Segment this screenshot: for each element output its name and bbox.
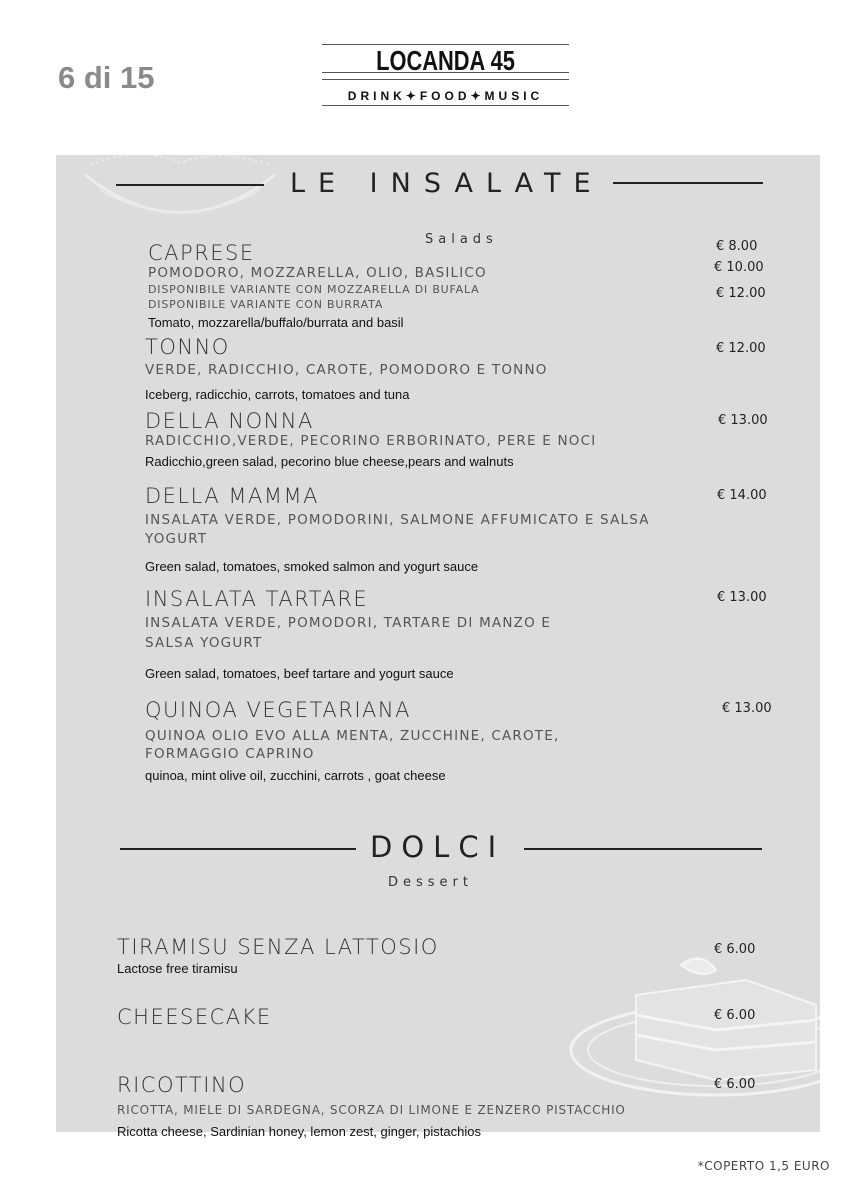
della-nonna-price: € 13.00 xyxy=(718,413,768,428)
tonno-price: € 12.00 xyxy=(716,341,766,356)
logo-tagline: DRINK✦FOOD✦MUSIC xyxy=(347,89,544,103)
ricottino-english: Ricotta cheese, Sardinian honey, lemon zest, ginger, pistachios xyxy=(117,1124,481,1139)
logo-name: LOCANDA 45 xyxy=(376,45,515,76)
caprese-english: Tomato, mozzarella/buffalo/burrata and basil xyxy=(148,315,404,330)
restaurant-logo xyxy=(322,44,569,106)
della-nonna-english: Radicchio,green salad, pecorino blue cheese,pears and walnuts xyxy=(145,454,514,469)
cheesecake-price: € 6.00 xyxy=(714,1008,756,1023)
insalata-tartare-description-line2: SALSA YOGURT xyxy=(145,635,263,651)
tonno-description: VERDE, RADICCHIO, CAROTE, POMODORO E TONNO xyxy=(145,362,548,378)
insalata-tartare-price: € 13.00 xyxy=(717,590,767,605)
insalata-tartare-name: INSALATA TARTARE xyxy=(145,587,369,611)
quinoa-vegetariana-english: quinoa, mint olive oil, zucchini, carrots , goat cheese xyxy=(145,768,446,783)
della-nonna-name: DELLA NONNA xyxy=(145,409,314,433)
quinoa-vegetariana-description-line2: FORMAGGIO CAPRINO xyxy=(145,746,315,762)
insalata-tartare-english: Green salad, tomatoes, beef tartare and yogurt sauce xyxy=(145,666,454,681)
caprese-name: CAPRESE xyxy=(148,241,255,265)
cake-illustration xyxy=(566,950,820,1100)
della-mamma-description: INSALATA VERDE, POMODORINI, SALMONE AFFUMICATO E SALSA xyxy=(145,512,650,528)
salads-section-title: LE INSALATE xyxy=(290,168,604,199)
quinoa-vegetariana-name: QUINOA VEGETARIANA xyxy=(145,698,411,722)
tiramisu-name: TIRAMISU SENZA LATTOSIO xyxy=(117,935,439,959)
quinoa-vegetariana-description: QUINOA OLIO EVO ALLA MENTA, ZUCCHINE, CAROTE, xyxy=(145,728,560,744)
caprese-price: € 8.00 xyxy=(716,239,758,254)
salad-bowl-illustration xyxy=(80,155,280,235)
salads-subtitle: Salads xyxy=(425,232,498,247)
della-mamma-price: € 14.00 xyxy=(717,488,767,503)
page-counter: 6 di 15 xyxy=(58,60,155,95)
della-nonna-description: RADICCHIO,VERDE, PECORINO ERBORINATO, PERE E NOCI xyxy=(145,433,597,449)
ricottino-name: RICOTTINO xyxy=(117,1073,247,1097)
quinoa-vegetariana-price: € 13.00 xyxy=(722,701,772,716)
insalata-tartare-description: INSALATA VERDE, POMODORI, TARTARE DI MANZO E xyxy=(145,615,552,631)
ricottino-description: RICOTTA, MIELE DI SARDEGNA, SCORZA DI LIMONE E ZENZERO PISTACCHIO xyxy=(117,1103,626,1117)
caprese-variant-bufala: DISPONIBILE VARIANTE CON MOZZARELLA DI BUFALA xyxy=(148,283,480,296)
desserts-subtitle: Dessert xyxy=(388,875,473,890)
ricottino-price: € 6.00 xyxy=(714,1077,756,1092)
della-mamma-name: DELLA MAMMA xyxy=(145,484,319,508)
cheesecake-name: CHEESECAKE xyxy=(117,1005,272,1029)
salads-title-rule-right xyxy=(613,182,763,184)
tonno-english: Iceberg, radicchio, carrots, tomatoes and tuna xyxy=(145,387,410,402)
tonno-name: TONNO xyxy=(145,335,230,359)
tiramisu-english: Lactose free tiramisu xyxy=(117,961,238,976)
cover-charge-note: *COPERTO 1,5 EURO xyxy=(697,1159,830,1173)
caprese-price-burrata: € 12.00 xyxy=(716,286,766,301)
caprese-price-bufala: € 10.00 xyxy=(714,260,764,275)
desserts-title-rule-right xyxy=(524,848,762,850)
della-mamma-english: Green salad, tomatoes, smoked salmon and yogurt sauce xyxy=(145,559,479,574)
della-mamma-description-line2: YOGURT xyxy=(145,531,208,547)
desserts-title-rule-left xyxy=(120,848,356,850)
desserts-section-title: DOLCI xyxy=(370,830,506,864)
salads-title-rule-left xyxy=(116,184,264,186)
caprese-variant-burrata: DISPONIBILE VARIANTE CON BURRATA xyxy=(148,298,384,311)
tiramisu-price: € 6.00 xyxy=(714,942,756,957)
caprese-description: POMODORO, MOZZARELLA, OLIO, BASILICO xyxy=(148,265,487,281)
